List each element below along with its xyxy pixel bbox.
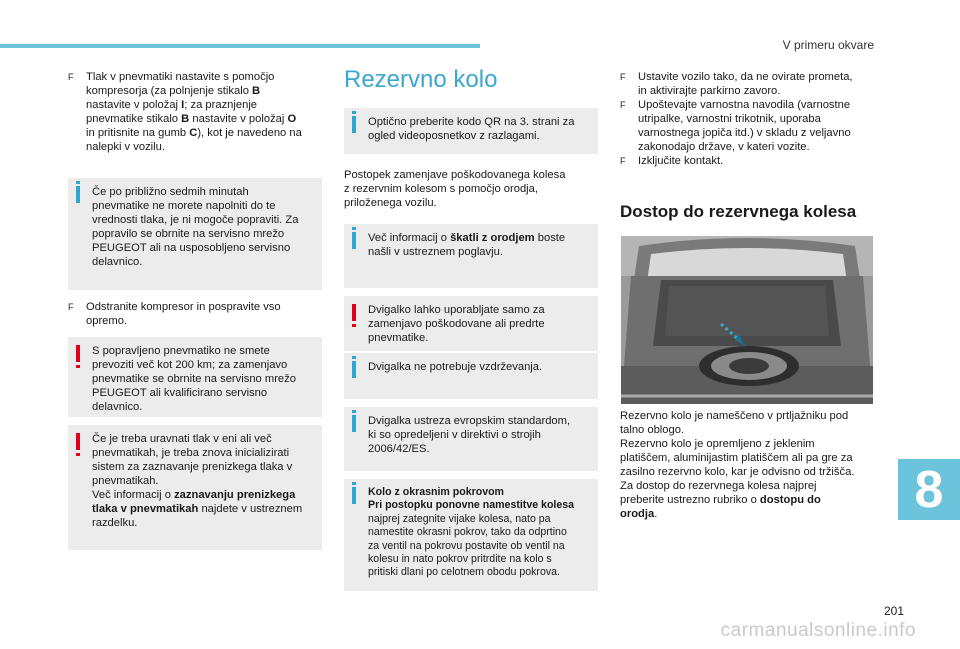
info-icon [76,186,80,203]
warning-icon [76,433,80,450]
bullet-marker: F [620,72,626,82]
intro-paragraph: Postopek zamenjave poškodovanega kolesa z rezervnim kolesom s pomočjo orodja, priloženega vozilu. [344,169,566,209]
bullet-marker: F [620,156,626,166]
info-box-standard: Dvigalka ustreza evropskim standardom, ki so opredeljeni v direktivi o strojih 2006/42/ES. [344,407,598,471]
info-box-qr: Optično preberite kodo QR na 3. strani za ogled videoposnetkov z razlagami. [344,108,598,154]
info-box-wheel-cover: Kolo z okrasnim pokrovom Pri postopku ponovne namestitve kolesa najprej zategnite vijake kolesa, nato pa namestite okrasni pokrov, tako da odprtino za ventil na pokrovu postavite ob ventil na kolesu in nato pokrov pritrdite na kolo s pritiski dlani po celotnem obodu pokrova. [344,479,598,591]
info-icon [352,116,356,133]
header-bar [0,44,480,48]
chapter-tab: 8 [898,459,960,520]
bullet-item: F Izključite kontakt. [620,155,724,167]
trunk-illustration [621,236,873,404]
section-title: V primeru okvare [782,38,874,52]
info-icon [352,415,356,432]
bullet-item: F Upoštevajte varnostna navodila (varnostne utripalke, varnostni trikotnik, uporaba varnostnega jopiča itd.) v skladu z veljavno zakonodajo države, v kateri vozite. [620,99,851,153]
watermark: carmanualsonline.info [720,620,916,641]
warning-box-jack: Dvigalko lahko uporabljate samo za zamenjavo poškodovane ali predrte pnevmatike. [344,296,598,351]
info-icon [352,361,356,378]
warning-icon [352,304,356,321]
section-heading: Dostop do rezervnega kolesa [620,202,857,221]
info-icon [352,487,356,504]
info-icon [352,232,356,249]
bullet-item: F Ustavite vozilo tako, da ne ovirate prometa, in aktivirajte parkirno zavoro. [620,71,853,97]
bullet-item: F Tlak v pnevmatiki nastavite s pomočjo kompresorja (za polnjenje stikalo B nastavite v položaj I; za praznjenje pnevmatike stikalo B nastavite v položaj O in pritisnite na gumb C), kot je navedeno na nalepki v vozilu. [68,71,302,153]
info-box-maintenance: Dvigalka ne potrebuje vzdrževanja. [344,353,598,399]
warning-icon [76,345,80,362]
middle-column [344,66,598,591]
page-number: 201 [883,604,904,618]
bullet-marker: F [68,72,74,82]
warning-box-reinitialize: Če je treba uravnati tlak v eni ali več pnevmatikah, je treba znova inicializirati sistem za zaznavanje prenizkega tlaka v pnevmatikah. Več informacij o zaznavanju prenizkega tlaka v pnevmatikah najdete v ustreznem razdelku. [68,425,322,550]
page-title: Rezervno kolo [344,66,498,93]
trunk-photo [621,236,873,404]
info-box-pressure: Če po približno sedmih minutah pnevmatike ne morete napolniti do te vrednosti tlaka, je ni mogoče popraviti. Za popravilo se obrnite na servisno mrežo PEUGEOT ali na usposobljeno servisno delavnico. [68,178,322,290]
bullet-marker: F [68,302,74,312]
bullet-item: F Odstranite kompresor in pospravite vso opremo. [68,301,281,327]
right-column [620,70,882,222]
left-column [68,70,322,550]
warning-box-distance: S popravljeno pnevmatiko ne smete prevoziti več kot 200 km; za zamenjavo pnevmatike se obrnite na servisno mrežo PEUGEOT ali kvalificirano servisno delavnico. [68,337,322,417]
bullet-marker: F [620,100,626,110]
spare-wheel-paragraph: Rezervno kolo je nameščeno v prtljažniku pod talno oblogo. Rezervno kolo je opremljeno z jeklenim platiščem, aluminijastim platiščem ali pa gre za zasilno rezervno kolo, kar je odvisno od tržišča. Za dostop do rezervnega kolesa najprej preberite ustrezno rubriko o dostopu do orodja. [620,410,855,520]
info-box-toolbox: Več informacij o škatli z orodjem boste našli v ustreznem poglavju. [344,224,598,288]
